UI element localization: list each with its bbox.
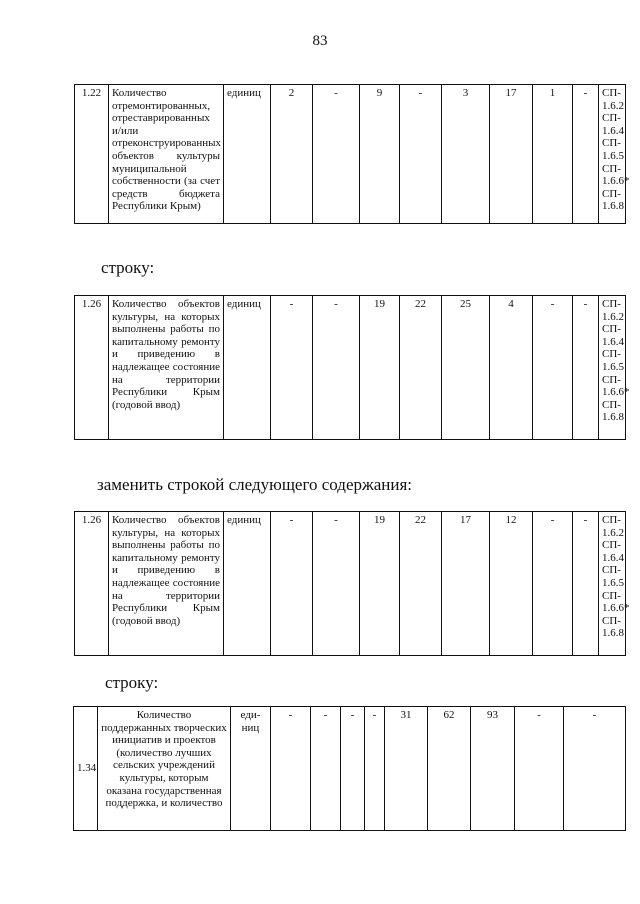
unit-cell: единиц <box>224 85 271 224</box>
ref-line: СП- <box>602 539 621 552</box>
value-cell: 62 <box>428 707 471 831</box>
ref-line: 1.6.8 <box>602 200 624 213</box>
value-cell: 9 <box>360 85 400 224</box>
ref-line: 1.6.8 <box>602 627 624 640</box>
value-cell: 31 <box>385 707 428 831</box>
value-cell: - <box>533 512 573 656</box>
heading-row-label: строку: <box>101 258 155 277</box>
value-cell: - <box>515 707 564 831</box>
ref-line: СП- <box>602 564 621 577</box>
indicator-name: Количество поддержанных творческих инициатив и проектов (количество лучших сельских учреждений культуры, которым оказана государственная поддержка, и количество <box>98 707 231 831</box>
value-cell: 93 <box>471 707 515 831</box>
value-cell: 12 <box>490 512 533 656</box>
ref-line: СП- <box>602 137 621 150</box>
ref-line: СП- <box>602 373 621 386</box>
indicator-name: Количество отремонтированных, отреставрированных и/или отреконструированных объектов культуры муниципальной собственности (за счет средств бюджета Республики Крым) <box>109 85 224 224</box>
value-cell: 19 <box>360 512 400 656</box>
value-cell: - <box>271 707 311 831</box>
value-cell: 25 <box>442 296 490 440</box>
value-cell: - <box>533 296 573 440</box>
indicator-name: Количество объектов культуры, на которых выполнены работы по капитальному ремонту и приведению в надлежащее состояние на территории Республики Крым (годовой ввод) <box>109 512 224 656</box>
ref-line: СП- <box>602 323 621 336</box>
value-cell: 22 <box>400 512 442 656</box>
table-row-1-34 <box>73 706 626 831</box>
reference-cell <box>599 296 630 440</box>
value-cell: - <box>400 85 442 224</box>
ref-line: СП- <box>602 162 621 175</box>
ref-line: 1.6.5 <box>602 149 624 162</box>
ref-line: 1.6.6* <box>602 175 630 188</box>
ref-line: 1.6.8 <box>602 411 624 424</box>
reference-cell <box>599 85 630 224</box>
heading-replace-with: заменить строкой следующего содержания: <box>97 475 413 494</box>
value-cell: - <box>313 296 360 440</box>
row-index: 1.26 <box>75 296 109 440</box>
value-cell: - <box>311 707 341 831</box>
value-cell: 17 <box>442 512 490 656</box>
ref-line: 1.6.2 <box>602 99 624 112</box>
value-cell: - <box>271 296 313 440</box>
value-cell: 4 <box>490 296 533 440</box>
page-number: 83 <box>312 33 328 49</box>
indicator-name: Количество объектов культуры, на которых выполнены работы по капитальному ремонту и приведению в надлежащее состояние на территории Республики Крым (годовой ввод) <box>109 296 224 440</box>
ref-line: СП- <box>602 514 621 526</box>
ref-line: СП- <box>602 614 621 627</box>
table-row-1-26-old <box>74 295 630 440</box>
value-cell: - <box>564 707 626 831</box>
ref-line: 1.6.4 <box>602 124 624 137</box>
ref-line: СП- <box>602 348 621 361</box>
reference-cell <box>599 512 630 656</box>
ref-line: СП- <box>602 398 621 411</box>
row-index: 1.26 <box>75 512 109 656</box>
ref-line: 1.6.2 <box>602 526 624 539</box>
ref-line: СП- <box>602 187 621 200</box>
ref-line: СП- <box>602 112 621 125</box>
unit-cell: единиц <box>224 512 271 656</box>
value-cell: 3 <box>442 85 490 224</box>
value-cell: - <box>573 85 599 224</box>
value-cell: - <box>271 512 313 656</box>
ref-line: СП- <box>602 589 621 602</box>
row-index: 1.34 <box>74 707 98 831</box>
row-index: 1.22 <box>75 85 109 224</box>
ref-line: 1.6.5 <box>602 360 624 373</box>
value-cell: - <box>313 85 360 224</box>
value-cell: - <box>365 707 385 831</box>
ref-line: 1.6.4 <box>602 335 624 348</box>
value-cell: 17 <box>490 85 533 224</box>
value-cell: - <box>313 512 360 656</box>
ref-line: 1.6.2 <box>602 310 624 323</box>
value-cell: - <box>341 707 365 831</box>
value-cell: 1 <box>533 85 573 224</box>
ref-line: 1.6.5 <box>602 576 624 589</box>
value-cell: 19 <box>360 296 400 440</box>
ref-line: СП- <box>602 87 621 99</box>
unit-cell: единиц <box>224 296 271 440</box>
unit-cell: еди-ниц <box>231 707 271 831</box>
ref-line: СП- <box>602 298 621 310</box>
ref-line: 1.6.6* <box>602 386 630 399</box>
ref-line: 1.6.6* <box>602 602 630 615</box>
table-row-1-22 <box>74 84 630 224</box>
value-cell: 2 <box>271 85 313 224</box>
value-cell: - <box>573 296 599 440</box>
ref-line: 1.6.4 <box>602 551 624 564</box>
table-row-1-26-new <box>74 511 630 656</box>
heading-row-label: строку: <box>105 673 159 692</box>
value-cell: - <box>573 512 599 656</box>
value-cell: 22 <box>400 296 442 440</box>
